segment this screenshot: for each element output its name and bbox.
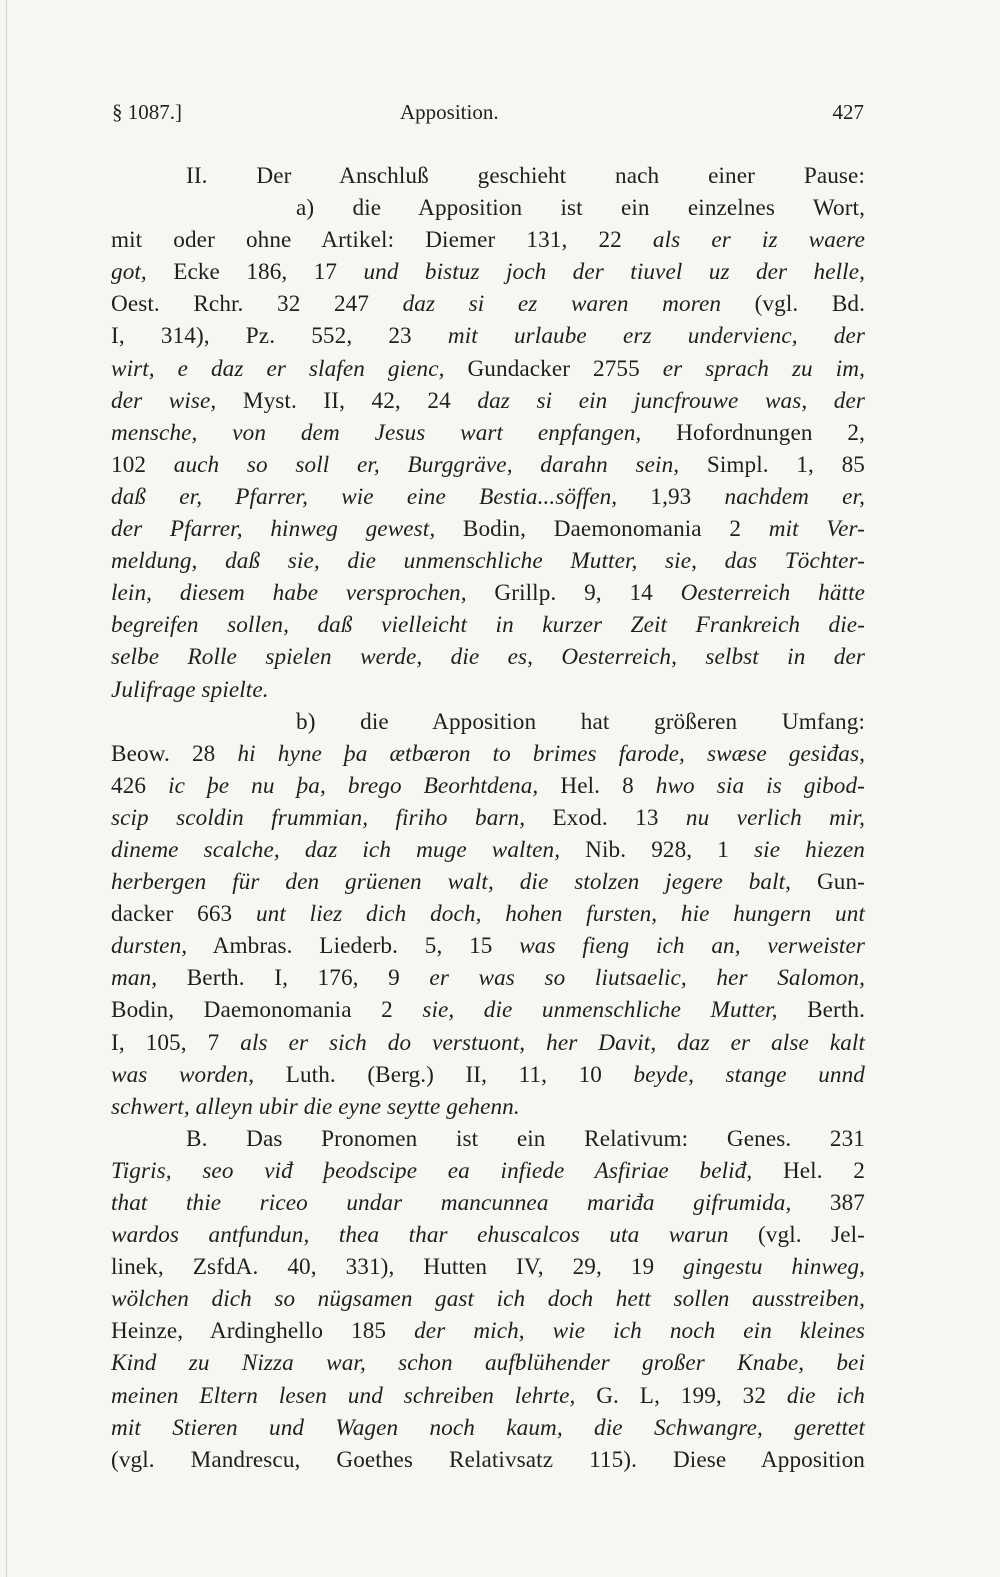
italic-quote-segment: Julifrage spielte. (111, 676, 269, 703)
text-line (111, 1315, 865, 1347)
text-line (111, 674, 865, 706)
text-line (111, 770, 865, 802)
italic-quote-segment: der wise, (111, 387, 217, 414)
italic-quote-segment: hwo sia is gibod- (655, 772, 865, 799)
citation-segment: Myst. II, 42, 24 (216, 387, 478, 414)
citation-segment: 387 (791, 1190, 865, 1216)
text-line (111, 1347, 865, 1379)
citation-segment: dacker 663 (111, 901, 256, 928)
text-line (111, 706, 865, 738)
page-number: 427 (832, 100, 864, 124)
italic-quote-segment: auch so soll er, Burggräve, darahn sein, (173, 451, 680, 478)
italic-quote-segment: daz si ein juncfrouwe was, der (477, 387, 866, 414)
citation-segment: Hel. 2 (752, 1157, 865, 1184)
running-title: Apposition. (400, 100, 499, 124)
text-line (111, 481, 865, 513)
text-line (111, 224, 865, 256)
text-line (111, 1059, 865, 1091)
italic-quote-segment: herbergen für den grüenen walt, die stolzen jegere balt, (111, 869, 792, 896)
text-line (111, 1027, 865, 1059)
italic-quote-segment: mensche, von dem Jesus wart enpfangen, (111, 419, 642, 446)
citation-segment: Exod. 13 (525, 804, 686, 831)
text-line (111, 1283, 865, 1315)
italic-quote-segment: daz si ez waren moren (402, 291, 722, 318)
italic-quote-segment: selbe Rolle spielen werde, die es, Oesterreich, selbst in der (111, 644, 865, 671)
citation-segment: Ecke 186, 17 (146, 259, 364, 286)
citation-segment: B. Das Pronomen ist ein Relativum: Genes. 231 (186, 1125, 865, 1152)
citation-segment: 426 (111, 772, 169, 799)
citation-segment: Gundacker 2755 (444, 355, 663, 382)
italic-quote-segment: begreifen sollen, daß vielleicht in kurzer Zeit Frankreich die- (111, 612, 865, 639)
text-line (111, 353, 865, 385)
text-line (111, 962, 865, 994)
italic-quote-segment: that thie riceo undar mancunnea mariđa gifrumida, (111, 1190, 792, 1216)
text-line (111, 160, 865, 192)
citation-segment: G. L, 199, 32 (575, 1382, 787, 1409)
citation-segment: 1,93 (617, 483, 725, 510)
italic-quote-segment: mit Stieren und Wagen noch kaum, die Schwangre, gerettet (111, 1414, 865, 1441)
italic-quote-segment: und bistuz joch der tiuvel uz der helle, (363, 259, 865, 286)
italic-quote-segment: meldung, daß sie, die unmenschliche Mutter, sie, das Töchter- (111, 548, 865, 575)
text-line (111, 288, 865, 320)
italic-quote-segment: er sprach zu im, (662, 355, 866, 382)
italic-quote-segment: nachdem er, (724, 483, 865, 510)
citation-segment: Berth. (777, 997, 866, 1024)
text-line (111, 513, 865, 545)
italic-quote-segment: der Pfarrer, hinweg gewest, (111, 516, 436, 543)
citation-segment: Grillp. 9, 14 (466, 580, 681, 607)
italic-quote-segment: sie hiezen (754, 836, 865, 863)
citation-segment: Hofordnungen 2, (641, 419, 865, 446)
citation-segment: Ambras. Liederb. 5, 15 (187, 933, 520, 960)
italic-quote-segment: dineme scalche, daz ich muge walten, (111, 836, 561, 863)
text-line (111, 192, 865, 224)
italic-quote-segment: daß er, Pfarrer, wie eine Bestia...söffen, (111, 483, 618, 510)
citation-segment: Hel. 8 (538, 772, 656, 799)
text-line (111, 256, 865, 288)
text-line (111, 930, 865, 962)
text-line (111, 577, 865, 609)
italic-quote-segment: wardos antfundun, thea thar ehuscalcos uta warun (111, 1222, 729, 1249)
citation-segment: Simpl. 1, 85 (679, 451, 865, 478)
italic-quote-segment: Kind zu Nizza war, schon aufblühender großer Knabe, bei (111, 1350, 865, 1377)
body-text (111, 160, 865, 1476)
citation-segment: Luth. (Berg.) II, 11, 10 (254, 1061, 634, 1088)
citation-segment: Gun- (791, 869, 865, 896)
citation-segment: Berth. I, 176, 9 (157, 965, 430, 992)
italic-quote-segment: mit Ver- (768, 516, 865, 543)
italic-quote-segment: der mich, wie ich noch ein kleines (414, 1318, 865, 1345)
italic-quote-segment: meinen Eltern lesen und schreiben lehrte, (111, 1382, 576, 1409)
citation-segment: Beow. 28 (111, 740, 238, 767)
citation-segment: I, 105, 7 (111, 1029, 241, 1056)
italic-quote-segment: was fieng ich an, verweister (519, 933, 865, 960)
text-line (111, 609, 865, 641)
text-line (111, 1444, 865, 1476)
citation-segment: linek, ZsfdA. 40, 331), Hutten IV, 29, 19 (111, 1254, 684, 1281)
italic-quote-segment: Tigris, seo viđ þeodscipe ea infiede Asfiriae beliđ, (111, 1157, 753, 1184)
text-line (111, 1123, 865, 1155)
citation-segment: (vgl. Jel- (728, 1222, 865, 1249)
italic-quote-segment: ic þe nu þa, brego Beorhtdena, (168, 772, 539, 799)
citation-segment: II. Der Anschluß geschieht nach einer Pause: (186, 163, 865, 189)
citation-segment: Heinze, Ardinghello 185 (111, 1318, 415, 1345)
text-line (111, 898, 865, 930)
italic-quote-segment: die ich (786, 1382, 865, 1409)
italic-quote-segment: er was so liutsaelic, her Salomon, (429, 965, 865, 992)
text-line (111, 449, 865, 481)
italic-quote-segment: als er iz waere (652, 227, 865, 254)
italic-quote-segment: unt liez dich doch, hohen fursten, hie hungern unt (255, 901, 865, 928)
text-line (111, 417, 865, 449)
italic-quote-segment: schwert, alleyn ubir die eyne seytte gehenn. (111, 1093, 520, 1120)
section-reference: § 1087.] (112, 100, 182, 124)
italic-quote-segment: hi hyne þa ætbæron to brimes farode, swæse gesiđas, (237, 740, 865, 767)
citation-segment: Oest. Rchr. 32 247 (111, 291, 403, 318)
italic-quote-segment: was worden, (111, 1061, 255, 1088)
running-header (112, 100, 864, 136)
text-line (111, 1412, 865, 1444)
italic-quote-segment: nu verlich mir, (685, 804, 865, 831)
italic-quote-segment: scip scoldin frummian, firiho barn, (111, 804, 526, 831)
citation-segment: b) die Apposition hat größeren Umfang: (296, 708, 865, 735)
citation-segment: (vgl. Bd. (721, 291, 865, 318)
citation-segment: Nib. 928, 1 (560, 836, 755, 863)
page-edge-line (6, 0, 7, 1577)
citation-segment: Bodin, Daemonomania 2 (111, 997, 423, 1024)
text-line (111, 641, 865, 673)
text-line (111, 1380, 865, 1412)
citation-segment: 102 (111, 451, 174, 478)
citation-segment: mit oder ohne Artikel: Diemer 131, 22 (111, 227, 653, 254)
italic-quote-segment: als er sich do verstuont, her Davit, daz er alse kalt (240, 1029, 865, 1056)
italic-quote-segment: dursten, (111, 933, 188, 960)
citation-segment: I, 314), Pz. 552, 23 (111, 323, 448, 350)
citation-segment: Bodin, Daemonomania 2 (435, 516, 769, 543)
italic-quote-segment: got, (111, 259, 147, 286)
text-line (111, 320, 865, 352)
citation-segment: a) die Apposition ist ein einzelnes Wort, (296, 195, 865, 222)
italic-quote-segment: gingestu hinweg, (683, 1254, 866, 1281)
text-line (111, 385, 865, 417)
text-line (111, 1187, 865, 1219)
text-line (111, 866, 865, 898)
text-line (111, 545, 865, 577)
italic-quote-segment: sie, die unmenschliche Mutter, (422, 997, 778, 1024)
text-line (111, 802, 865, 834)
text-line (111, 1219, 865, 1251)
italic-quote-segment: wölchen dich so nügsamen gast ich doch hett sollen ausstreiben, (111, 1286, 865, 1313)
text-line (111, 1091, 865, 1123)
italic-quote-segment: mit urlaube erz undervienc, der (447, 323, 866, 350)
italic-quote-segment: beyde, stange unnd (633, 1061, 865, 1088)
text-line (111, 834, 865, 866)
text-line (111, 1155, 865, 1187)
text-line (111, 738, 865, 770)
citation-segment: (vgl. Mandrescu, Goethes Relativsatz 115). Diese Apposition (111, 1446, 865, 1473)
italic-quote-segment: lein, diesem habe versprochen, (111, 580, 467, 607)
italic-quote-segment: Oesterreich hätte (680, 580, 866, 607)
text-line (111, 994, 865, 1026)
italic-quote-segment: wirt, e daz er slafen gienc, (111, 355, 445, 382)
italic-quote-segment: man, (111, 965, 158, 992)
text-line (111, 1251, 865, 1283)
